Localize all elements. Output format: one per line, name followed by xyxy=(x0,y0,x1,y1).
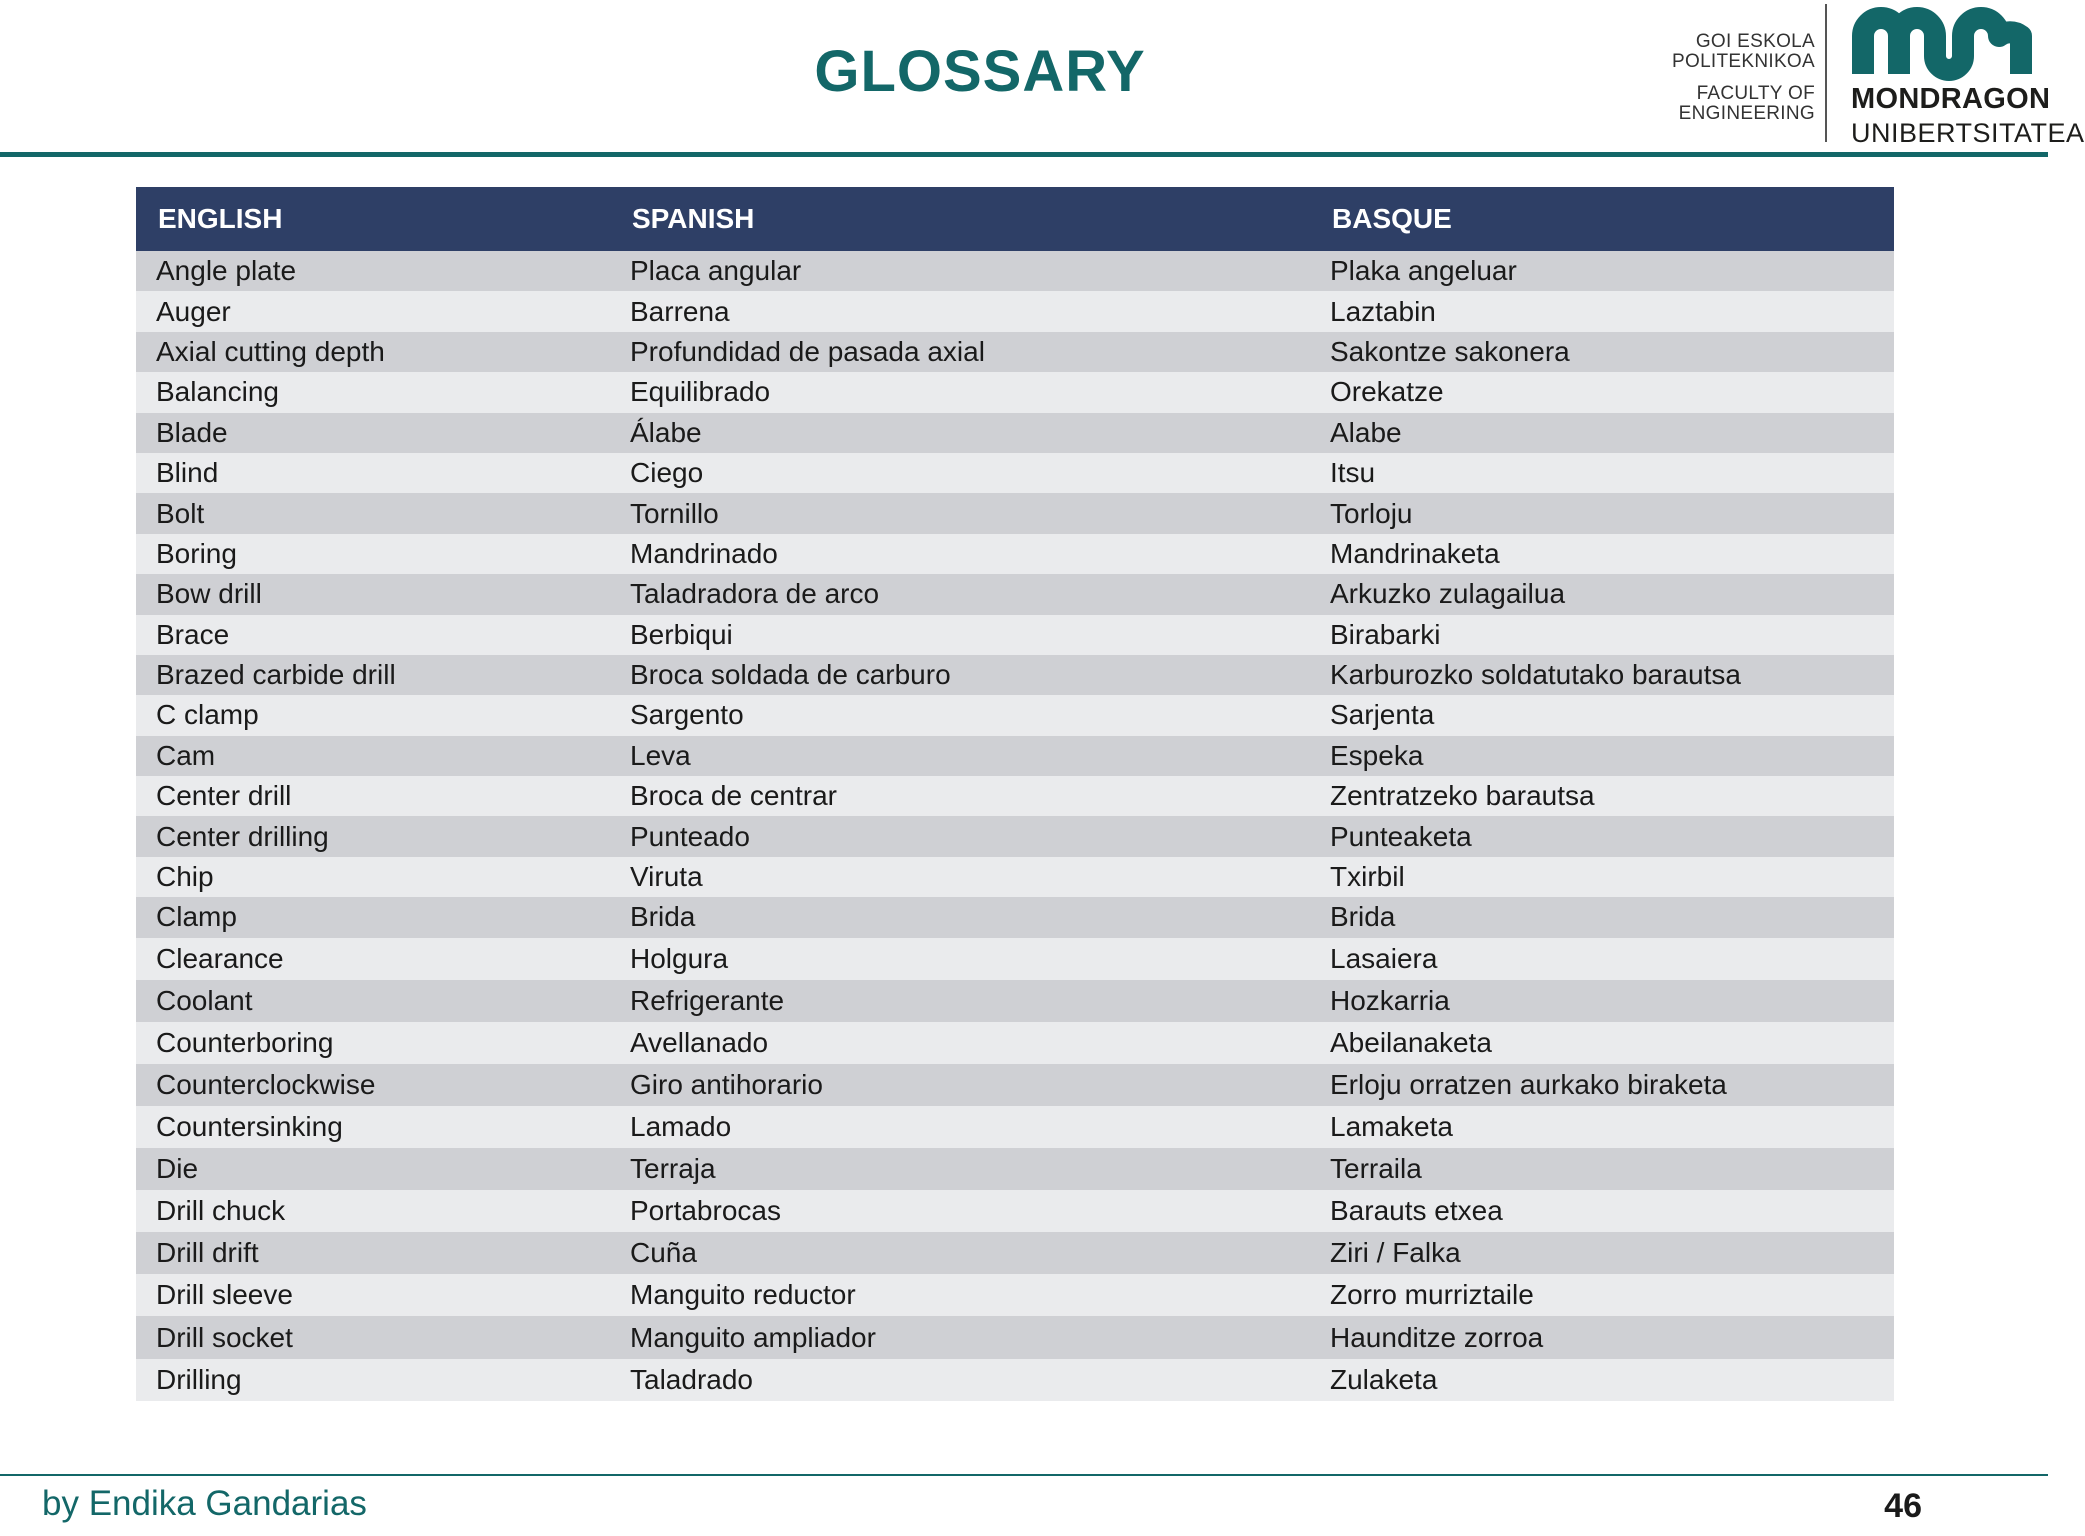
cell-english: Brazed carbide drill xyxy=(136,655,610,695)
table-row xyxy=(136,291,1894,331)
cell-basque: Terraila xyxy=(1310,1148,1894,1190)
table-row xyxy=(136,534,1894,574)
footer-rule xyxy=(0,1474,2048,1476)
university-name-line-1: MONDRAGON xyxy=(1851,83,2051,115)
cell-spanish: Taladrado xyxy=(610,1359,1310,1401)
table-row xyxy=(136,736,1894,776)
column-header-spanish: SPANISH xyxy=(610,187,1310,251)
cell-spanish: Portabrocas xyxy=(610,1190,1310,1232)
table-row xyxy=(136,372,1894,412)
logo-line-4: ENGINEERING xyxy=(1678,103,1815,124)
cell-english: Drilling xyxy=(136,1359,610,1401)
cell-basque: Zentratzeko barautsa xyxy=(1310,776,1894,816)
table-row xyxy=(136,1232,1894,1274)
table-row xyxy=(136,615,1894,655)
table-row xyxy=(136,453,1894,493)
cell-english: Bow drill xyxy=(136,574,610,614)
cell-spanish: Equilibrado xyxy=(610,372,1310,412)
table-body xyxy=(136,251,1894,1401)
cell-english: Center drill xyxy=(136,776,610,816)
table-row xyxy=(136,1064,1894,1106)
cell-english: Countersinking xyxy=(136,1106,610,1148)
cell-spanish: Leva xyxy=(610,736,1310,776)
cell-spanish: Mandrinado xyxy=(610,534,1310,574)
mondragon-mark-icon xyxy=(1851,6,2033,78)
cell-basque: Zulaketa xyxy=(1310,1359,1894,1401)
cell-basque: Orekatze xyxy=(1310,372,1894,412)
cell-spanish: Cuña xyxy=(610,1232,1310,1274)
cell-english: Brace xyxy=(136,615,610,655)
cell-spanish: Terraja xyxy=(610,1148,1310,1190)
cell-english: Bolt xyxy=(136,493,610,533)
table-row xyxy=(136,1106,1894,1148)
cell-basque: Plaka angeluar xyxy=(1310,251,1894,291)
logo-divider xyxy=(1825,4,1827,142)
cell-basque: Espeka xyxy=(1310,736,1894,776)
cell-spanish: Sargento xyxy=(610,695,1310,735)
cell-basque: Lasaiera xyxy=(1310,938,1894,980)
cell-basque: Laztabin xyxy=(1310,291,1894,331)
cell-spanish: Álabe xyxy=(610,413,1310,453)
cell-spanish: Lamado xyxy=(610,1106,1310,1148)
table-row xyxy=(136,816,1894,856)
table-row xyxy=(136,251,1894,291)
cell-basque: Txirbil xyxy=(1310,857,1894,897)
cell-basque: Barauts etxea xyxy=(1310,1190,1894,1232)
cell-spanish: Ciego xyxy=(610,453,1310,493)
cell-english: Drill socket xyxy=(136,1316,610,1358)
cell-english: Drill drift xyxy=(136,1232,610,1274)
table-row xyxy=(136,574,1894,614)
logo-line-1: GOI ESKOLA xyxy=(1695,31,1815,52)
cell-english: Coolant xyxy=(136,980,610,1022)
cell-basque: Hozkarria xyxy=(1310,980,1894,1022)
cell-english: Clamp xyxy=(136,897,610,937)
table-row xyxy=(136,1022,1894,1064)
cell-spanish: Taladradora de arco xyxy=(610,574,1310,614)
cell-english: Balancing xyxy=(136,372,610,412)
table-row xyxy=(136,493,1894,533)
cell-basque: Birabarki xyxy=(1310,615,1894,655)
table-row xyxy=(136,857,1894,897)
university-name xyxy=(1851,82,2085,150)
table-row xyxy=(136,980,1894,1022)
slide-title: GLOSSARY xyxy=(814,39,1146,104)
cell-basque: Brida xyxy=(1310,897,1894,937)
cell-spanish: Viruta xyxy=(610,857,1310,897)
cell-spanish: Tornillo xyxy=(610,493,1310,533)
author-credit: by Endika Gandarias xyxy=(42,1484,367,1523)
cell-spanish: Avellanado xyxy=(610,1022,1310,1064)
cell-spanish: Profundidad de pasada axial xyxy=(610,332,1310,372)
cell-basque: Karburozko soldatutako barautsa xyxy=(1310,655,1894,695)
column-header-basque: BASQUE xyxy=(1310,187,1894,251)
cell-english: Counterboring xyxy=(136,1022,610,1064)
cell-spanish: Punteado xyxy=(610,816,1310,856)
university-name-line-2: UNIBERTSITATEA xyxy=(1851,118,2085,148)
cell-basque: Sarjenta xyxy=(1310,695,1894,735)
faculty-text xyxy=(1660,32,1815,124)
cell-basque: Abeilanaketa xyxy=(1310,1022,1894,1064)
cell-spanish: Brida xyxy=(610,897,1310,937)
cell-spanish: Refrigerante xyxy=(610,980,1310,1022)
cell-spanish: Manguito reductor xyxy=(610,1274,1310,1316)
cell-spanish: Giro antihorario xyxy=(610,1064,1310,1106)
cell-spanish: Berbiqui xyxy=(610,615,1310,655)
cell-spanish: Holgura xyxy=(610,938,1310,980)
cell-spanish: Barrena xyxy=(610,291,1310,331)
table-row xyxy=(136,1359,1894,1401)
cell-basque: Ziri / Falka xyxy=(1310,1232,1894,1274)
cell-english: Center drilling xyxy=(136,816,610,856)
cell-basque: Alabe xyxy=(1310,413,1894,453)
cell-basque: Erloju orratzen aurkako biraketa xyxy=(1310,1064,1894,1106)
cell-english: Chip xyxy=(136,857,610,897)
table-row xyxy=(136,1190,1894,1232)
table-row xyxy=(136,938,1894,980)
cell-basque: Arkuzko zulagailua xyxy=(1310,574,1894,614)
cell-spanish: Manguito ampliador xyxy=(610,1316,1310,1358)
table-row xyxy=(136,332,1894,372)
cell-basque: Lamaketa xyxy=(1310,1106,1894,1148)
cell-basque: Haunditze zorroa xyxy=(1310,1316,1894,1358)
table-header-row xyxy=(136,187,1894,251)
cell-basque: Sakontze sakonera xyxy=(1310,332,1894,372)
table-row xyxy=(136,1148,1894,1190)
cell-basque: Torloju xyxy=(1310,493,1894,533)
cell-english: Auger xyxy=(136,291,610,331)
table-row xyxy=(136,776,1894,816)
cell-english: Clearance xyxy=(136,938,610,980)
table-row xyxy=(136,897,1894,937)
table-row xyxy=(136,413,1894,453)
cell-english: Axial cutting depth xyxy=(136,332,610,372)
cell-basque: Itsu xyxy=(1310,453,1894,493)
cell-english: Counterclockwise xyxy=(136,1064,610,1106)
cell-english: Drill sleeve xyxy=(136,1274,610,1316)
cell-english: Drill chuck xyxy=(136,1190,610,1232)
cell-spanish: Placa angular xyxy=(610,251,1310,291)
header-rule xyxy=(0,152,2048,157)
table-row xyxy=(136,1274,1894,1316)
cell-english: Die xyxy=(136,1148,610,1190)
cell-english: Cam xyxy=(136,736,610,776)
logo-line-2: POLITEKNIKOA xyxy=(1672,51,1815,72)
cell-english: Blade xyxy=(136,413,610,453)
cell-basque: Punteaketa xyxy=(1310,816,1894,856)
cell-english: C clamp xyxy=(136,695,610,735)
logo-line-3: FACULTY OF xyxy=(1696,83,1815,104)
cell-english: Blind xyxy=(136,453,610,493)
glossary-table xyxy=(136,187,1894,1401)
column-header-english: ENGLISH xyxy=(136,187,610,251)
table-row xyxy=(136,1316,1894,1358)
table-row xyxy=(136,695,1894,735)
cell-english: Angle plate xyxy=(136,251,610,291)
cell-basque: Mandrinaketa xyxy=(1310,534,1894,574)
cell-spanish: Broca soldada de carburo xyxy=(610,655,1310,695)
cell-english: Boring xyxy=(136,534,610,574)
table-row xyxy=(136,655,1894,695)
page-number: 46 xyxy=(1884,1487,1922,1525)
cell-spanish: Broca de centrar xyxy=(610,776,1310,816)
cell-basque: Zorro murriztaile xyxy=(1310,1274,1894,1316)
